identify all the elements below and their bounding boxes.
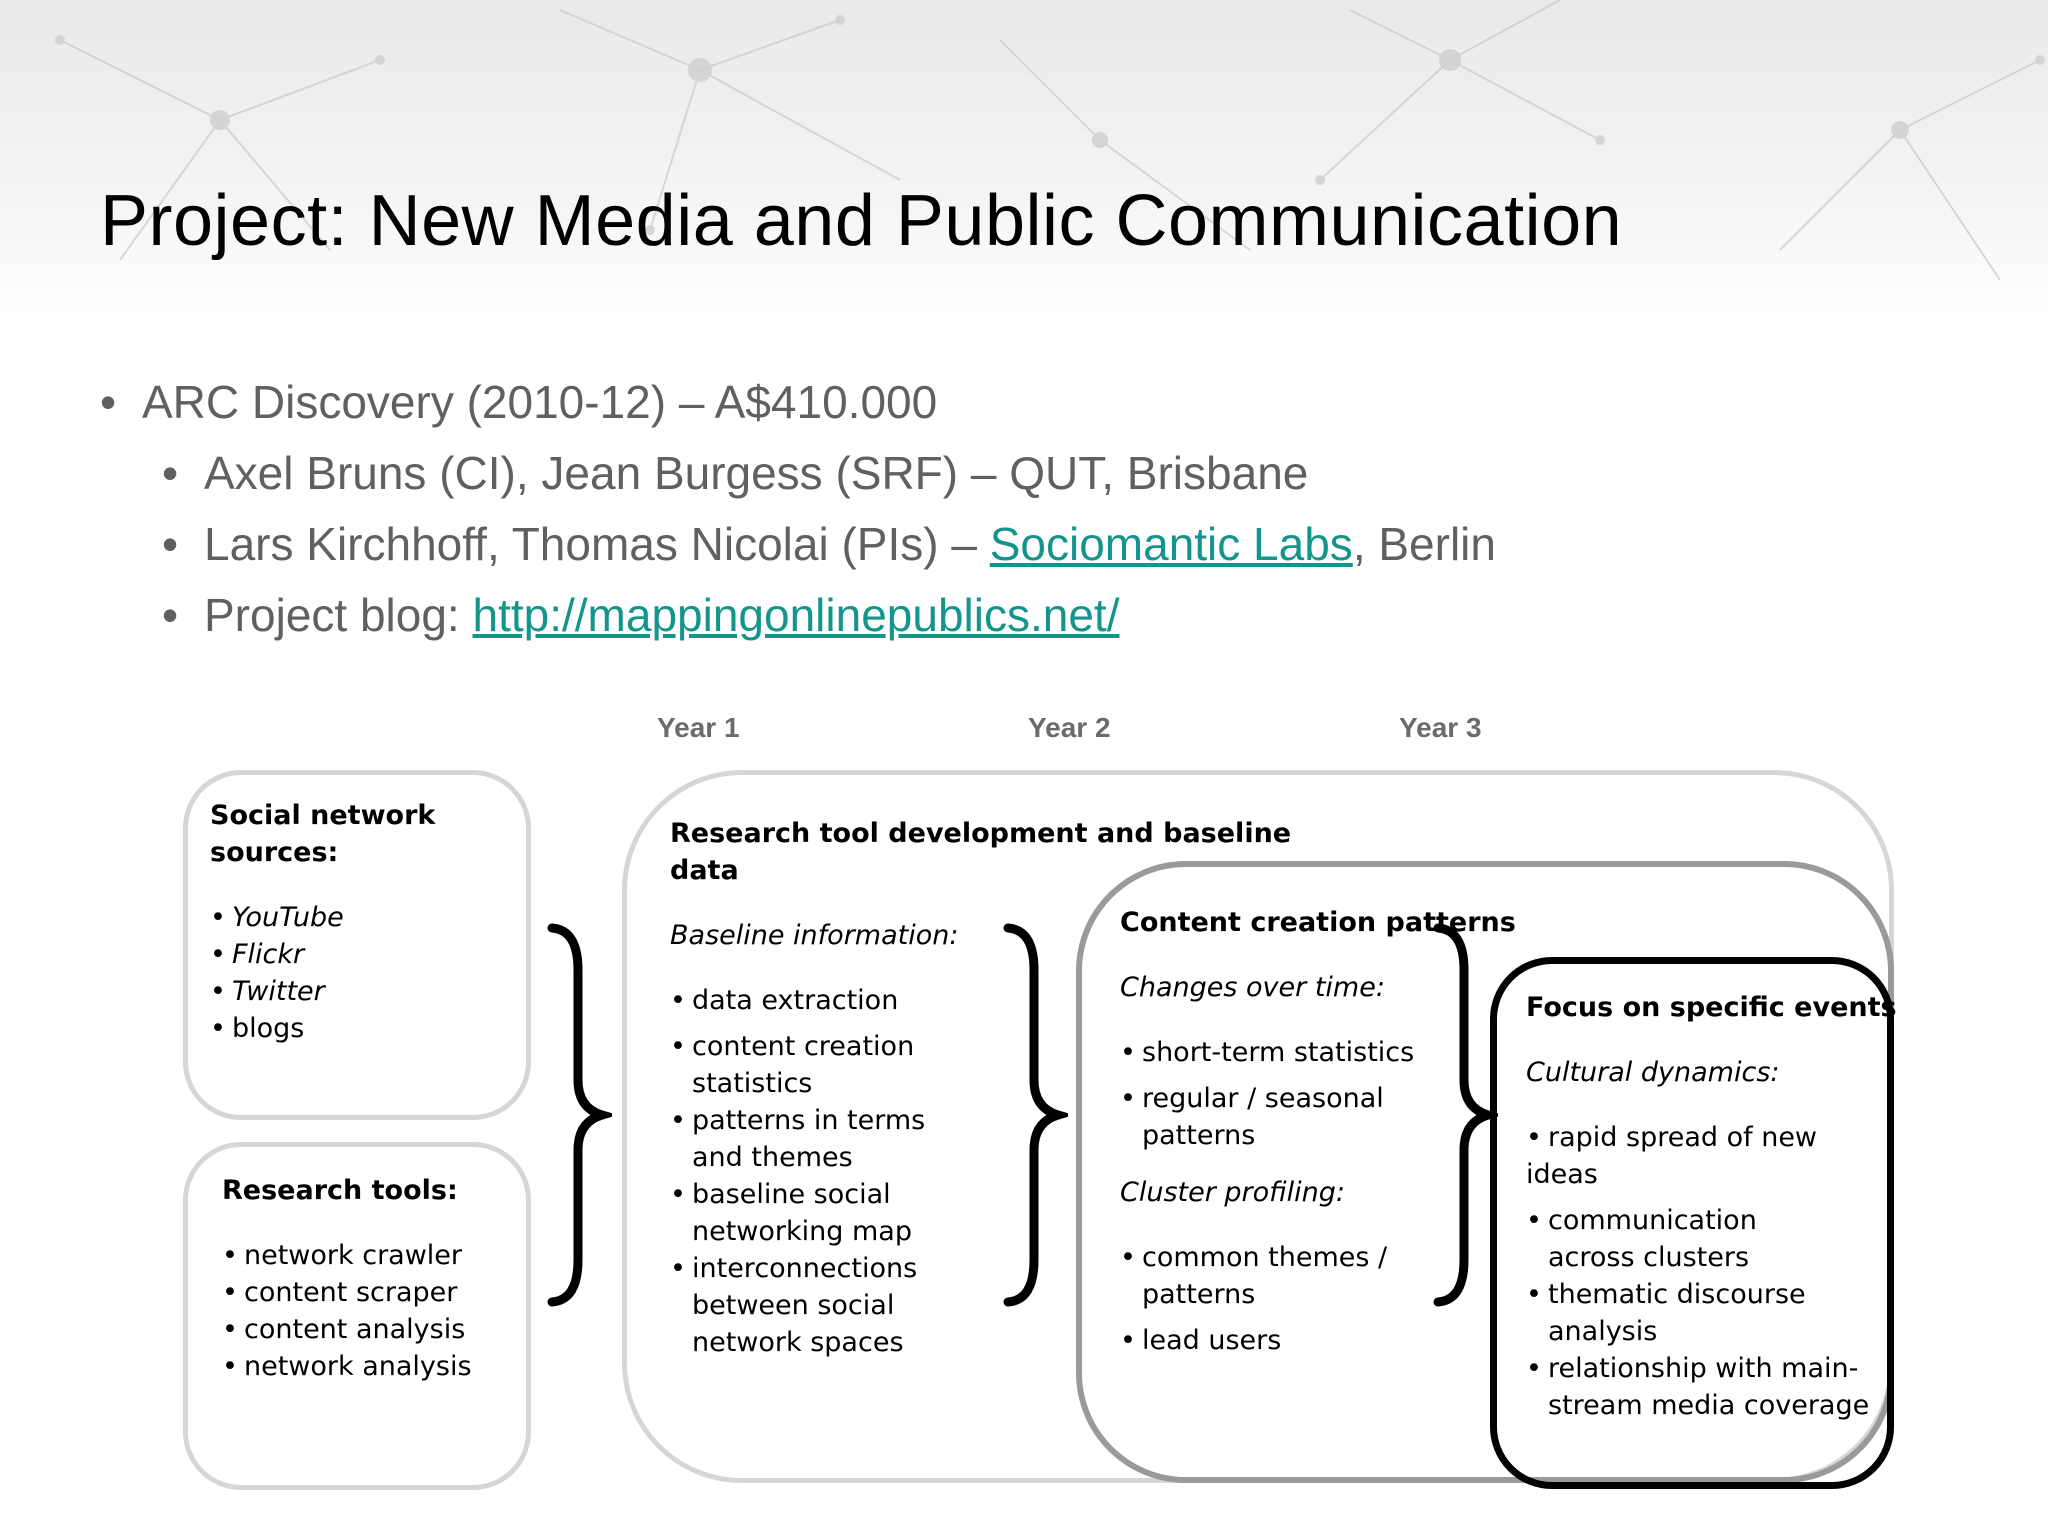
bullet-dot: •: [162, 518, 179, 570]
list-item-line: regular / seasonal: [1142, 1083, 1384, 1114]
cluster-list: [1120, 1239, 1516, 1359]
brace-1-icon: [532, 920, 612, 1310]
bullet-dot: •: [162, 447, 179, 499]
list-item-line: patterns: [1142, 1279, 1256, 1310]
list-item-line: across clusters: [1548, 1242, 1750, 1273]
list-item: • content analysis: [222, 1311, 472, 1348]
changes-list: [1120, 1034, 1516, 1154]
events-heading: Focus on specific events: [1526, 992, 1897, 1023]
research-tools-list: [222, 1237, 472, 1385]
list-item: [1120, 1080, 1516, 1154]
list-item: [1526, 1276, 1897, 1350]
list-item: • blogs: [210, 1010, 435, 1047]
list-item-line: content creation: [692, 1031, 915, 1062]
research-heading-line2: data: [670, 855, 739, 886]
social-sources-content: [210, 797, 435, 1047]
list-item: • Flickr: [210, 936, 435, 973]
year-1-label: Year 1: [657, 712, 740, 743]
list-item: [1526, 1119, 1897, 1193]
list-item: • data extraction: [670, 982, 1291, 1019]
list-item: • network analysis: [222, 1348, 472, 1385]
year-2-label: Year 2: [1028, 712, 1111, 743]
bullet-item-funding: [100, 375, 938, 429]
specific-events-content: [1526, 989, 1897, 1424]
list-item-line: patterns: [1142, 1120, 1256, 1151]
list-item-line: interconnections: [692, 1253, 918, 1284]
list-item-line: network spaces: [692, 1327, 904, 1358]
bullet-item-sociomantic: [162, 517, 1496, 571]
research-heading: Research tool development and baseline: [670, 818, 1292, 849]
baseline-subheading: Baseline information:: [670, 920, 959, 951]
list-item: • network crawler: [222, 1237, 472, 1274]
list-item-line: and themes: [692, 1142, 853, 1173]
list-item: • Twitter: [210, 973, 435, 1010]
header-background: [0, 0, 2048, 320]
list-item-line: ideas: [1526, 1159, 1598, 1190]
list-item: [1526, 1350, 1897, 1424]
bullet-dot: •: [100, 376, 117, 428]
list-item: • YouTube: [210, 899, 435, 936]
sociomantic-link[interactable]: Sociomantic Labs: [989, 518, 1353, 570]
list-item: • lead users: [1120, 1322, 1516, 1359]
bullet-dot: •: [162, 589, 179, 641]
events-list: [1526, 1119, 1897, 1424]
project-blog-link[interactable]: http://mappingonlinepublics.net/: [472, 589, 1120, 641]
bullet-item-qut: [162, 446, 1309, 500]
list-item-line: analysis: [1548, 1316, 1658, 1347]
bullet-text: Project blog:: [204, 589, 473, 641]
brace-connector-1: [532, 920, 612, 1310]
network-pattern-decoration: [0, 0, 2048, 320]
list-item-line: relationship with main-: [1548, 1353, 1859, 1384]
list-item-line: stream media coverage: [1548, 1390, 1870, 1421]
bullet-text: Lars Kirchhoff, Thomas Nicolai (PIs) –: [204, 518, 990, 570]
list-item: • short-term statistics: [1120, 1034, 1516, 1071]
list-item-line: networking map: [692, 1216, 912, 1247]
social-sources-heading-line2: sources:: [210, 837, 339, 868]
list-item-line: communication: [1548, 1205, 1757, 1236]
bullet-text: Axel Bruns (CI), Jean Burgess (SRF) – QUT, Brisbane: [204, 447, 1309, 499]
changes-subheading: Changes over time:: [1120, 972, 1385, 1003]
bullet-text-suffix: , Berlin: [1352, 518, 1496, 570]
list-item-line: common themes /: [1142, 1242, 1388, 1273]
list-item-line: thematic discourse: [1548, 1279, 1806, 1310]
list-item: • content scraper: [222, 1274, 472, 1311]
list-item: [1120, 1239, 1516, 1313]
research-tools-content: [222, 1172, 472, 1385]
list-item-line: baseline social: [692, 1179, 891, 1210]
list-item-line: rapid spread of new: [1548, 1122, 1818, 1153]
social-sources-heading: Social network: [210, 800, 436, 831]
bullet-text: ARC Discovery (2010-12) – A$410.000: [142, 376, 938, 428]
list-item-line: patterns in terms: [692, 1105, 926, 1136]
bullet-item-blog: [162, 588, 1120, 642]
cluster-subheading: Cluster profiling:: [1120, 1177, 1345, 1208]
list-item: [1526, 1202, 1897, 1276]
list-item-line: between social: [692, 1290, 895, 1321]
content-patterns-content: [1120, 904, 1516, 1359]
slide-title: Project: New Media and Public Communication: [100, 181, 1623, 261]
list-item-line: statistics: [692, 1068, 813, 1099]
social-sources-list: [210, 899, 435, 1047]
year-3-label: Year 3: [1399, 712, 1482, 743]
research-tools-heading: Research tools:: [222, 1175, 458, 1206]
cultural-subheading: Cultural dynamics:: [1526, 1057, 1780, 1088]
content-heading: Content creation patterns: [1120, 907, 1516, 938]
